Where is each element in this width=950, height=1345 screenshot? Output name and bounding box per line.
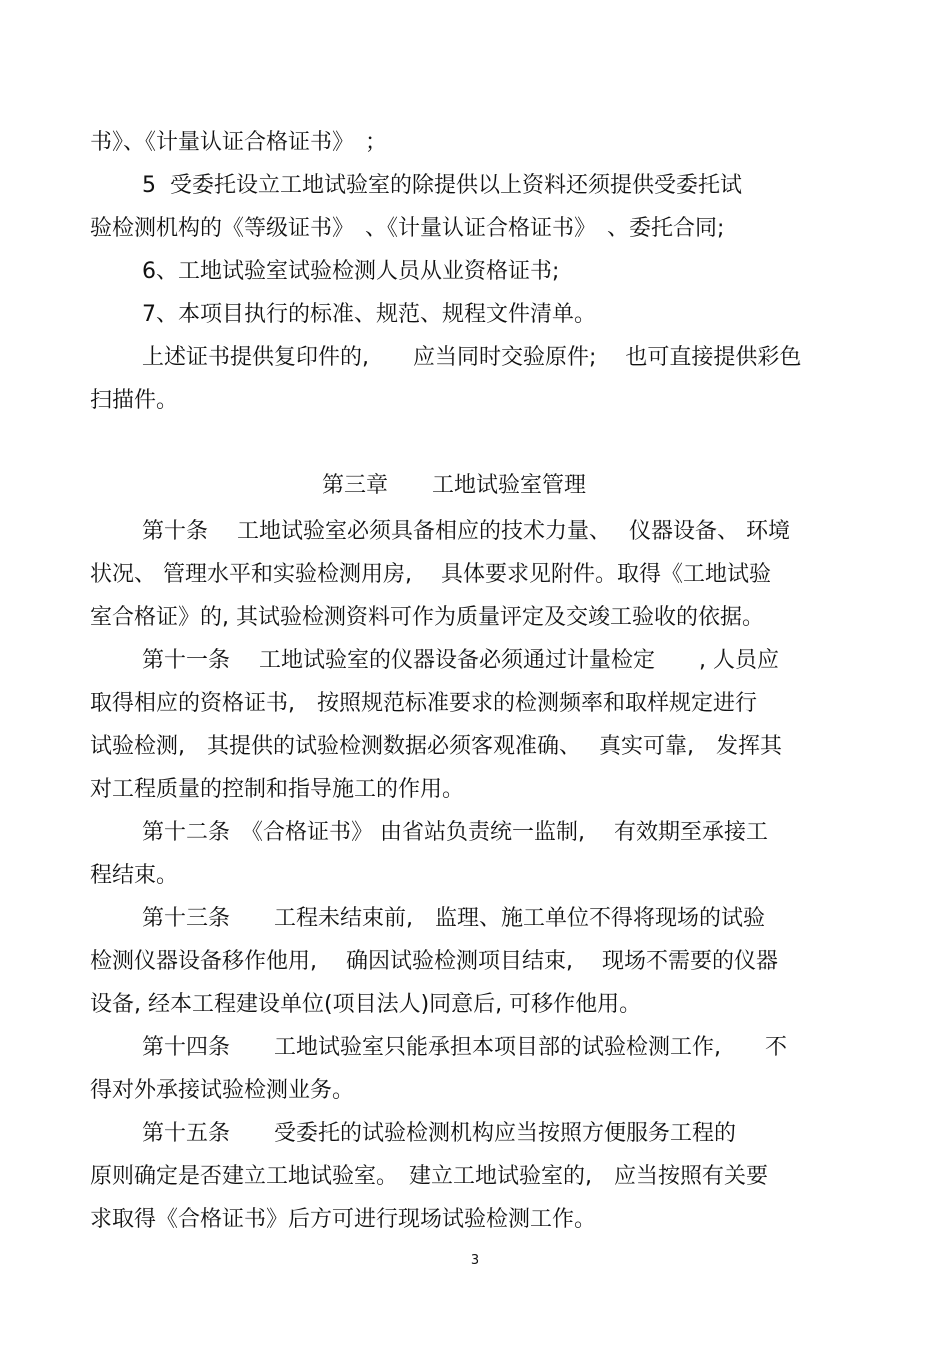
text-line: 第十三条 工程未结束前, 监理、施工单位不得将现场的试验 <box>142 906 765 931</box>
text-line: 扫描件。 <box>90 388 179 413</box>
text-line: 检测仪器设备移作他用, 确因试验检测项目结束, 现场不需要的仪器 <box>90 949 778 974</box>
text-line: 试验检测, 其提供的试验检测数据必须客观准确、 真实可靠, 发挥其 <box>90 734 782 759</box>
text-line: 书》、《计量认证合格证书》 ； <box>90 130 388 155</box>
text-line: 验检测机构的《等级证书》 、《计量认证合格证书》 、委托合同; <box>90 216 725 241</box>
text-line: 第十四条 工地试验室只能承担本项目部的试验检测工作, 不 <box>142 1035 787 1060</box>
text-line: 第十二条 《合格证书》 由省站负责统一监制, 有效期至承接工 <box>142 820 768 845</box>
text-line: 第十一条 工地试验室的仪器设备必须通过计量检定 , 人员应 <box>142 648 779 673</box>
text-line: 7、本项目执行的标准、规范、规程文件清单。 <box>142 302 596 327</box>
page-number: 3 <box>470 1253 480 1268</box>
text-line: 5 受委托设立工地试验室的除提供以上资料还须提供受委托试 <box>142 173 742 198</box>
chapter-heading: 第三章 工地试验室管理 <box>322 473 587 498</box>
text-line: 室合格证》的, 其试验检测资料可作为质量评定及交竣工验收的依据。 <box>90 605 764 630</box>
text-line: 第十五条 受委托的试验检测机构应当按照方便服务工程的 <box>142 1121 737 1146</box>
text-line: 取得相应的资格证书, 按照规范标准要求的检测频率和取样规定进行 <box>90 691 757 716</box>
text-line: 原则确定是否建立工地试验室。 建立工地试验室的, 应当按照有关要 <box>90 1164 768 1189</box>
text-line: 对工程质量的控制和指导施工的作用。 <box>90 777 465 802</box>
text-line: 状况、 管理水平和实验检测用房, 具体要求见附件。取得《工地试验 <box>90 562 771 587</box>
text-line: 设备, 经本工程建设单位(项目法人)同意后, 可移作他用。 <box>90 992 642 1017</box>
text-line: 求取得《合格证书》后方可进行现场试验检测工作。 <box>90 1207 597 1232</box>
text-line: 6、工地试验室试验检测人员从业资格证书; <box>142 259 560 284</box>
text-line: 得对外承接试验检测业务。 <box>90 1078 355 1103</box>
text-line: 程结束。 <box>90 863 179 888</box>
text-line: 上述证书提供复印件的, 应当同时交验原件; 也可直接提供彩色 <box>142 345 802 370</box>
text-line: 第十条 工地试验室必须具备相应的技术力量、 仪器设备、 环境 <box>142 519 790 544</box>
